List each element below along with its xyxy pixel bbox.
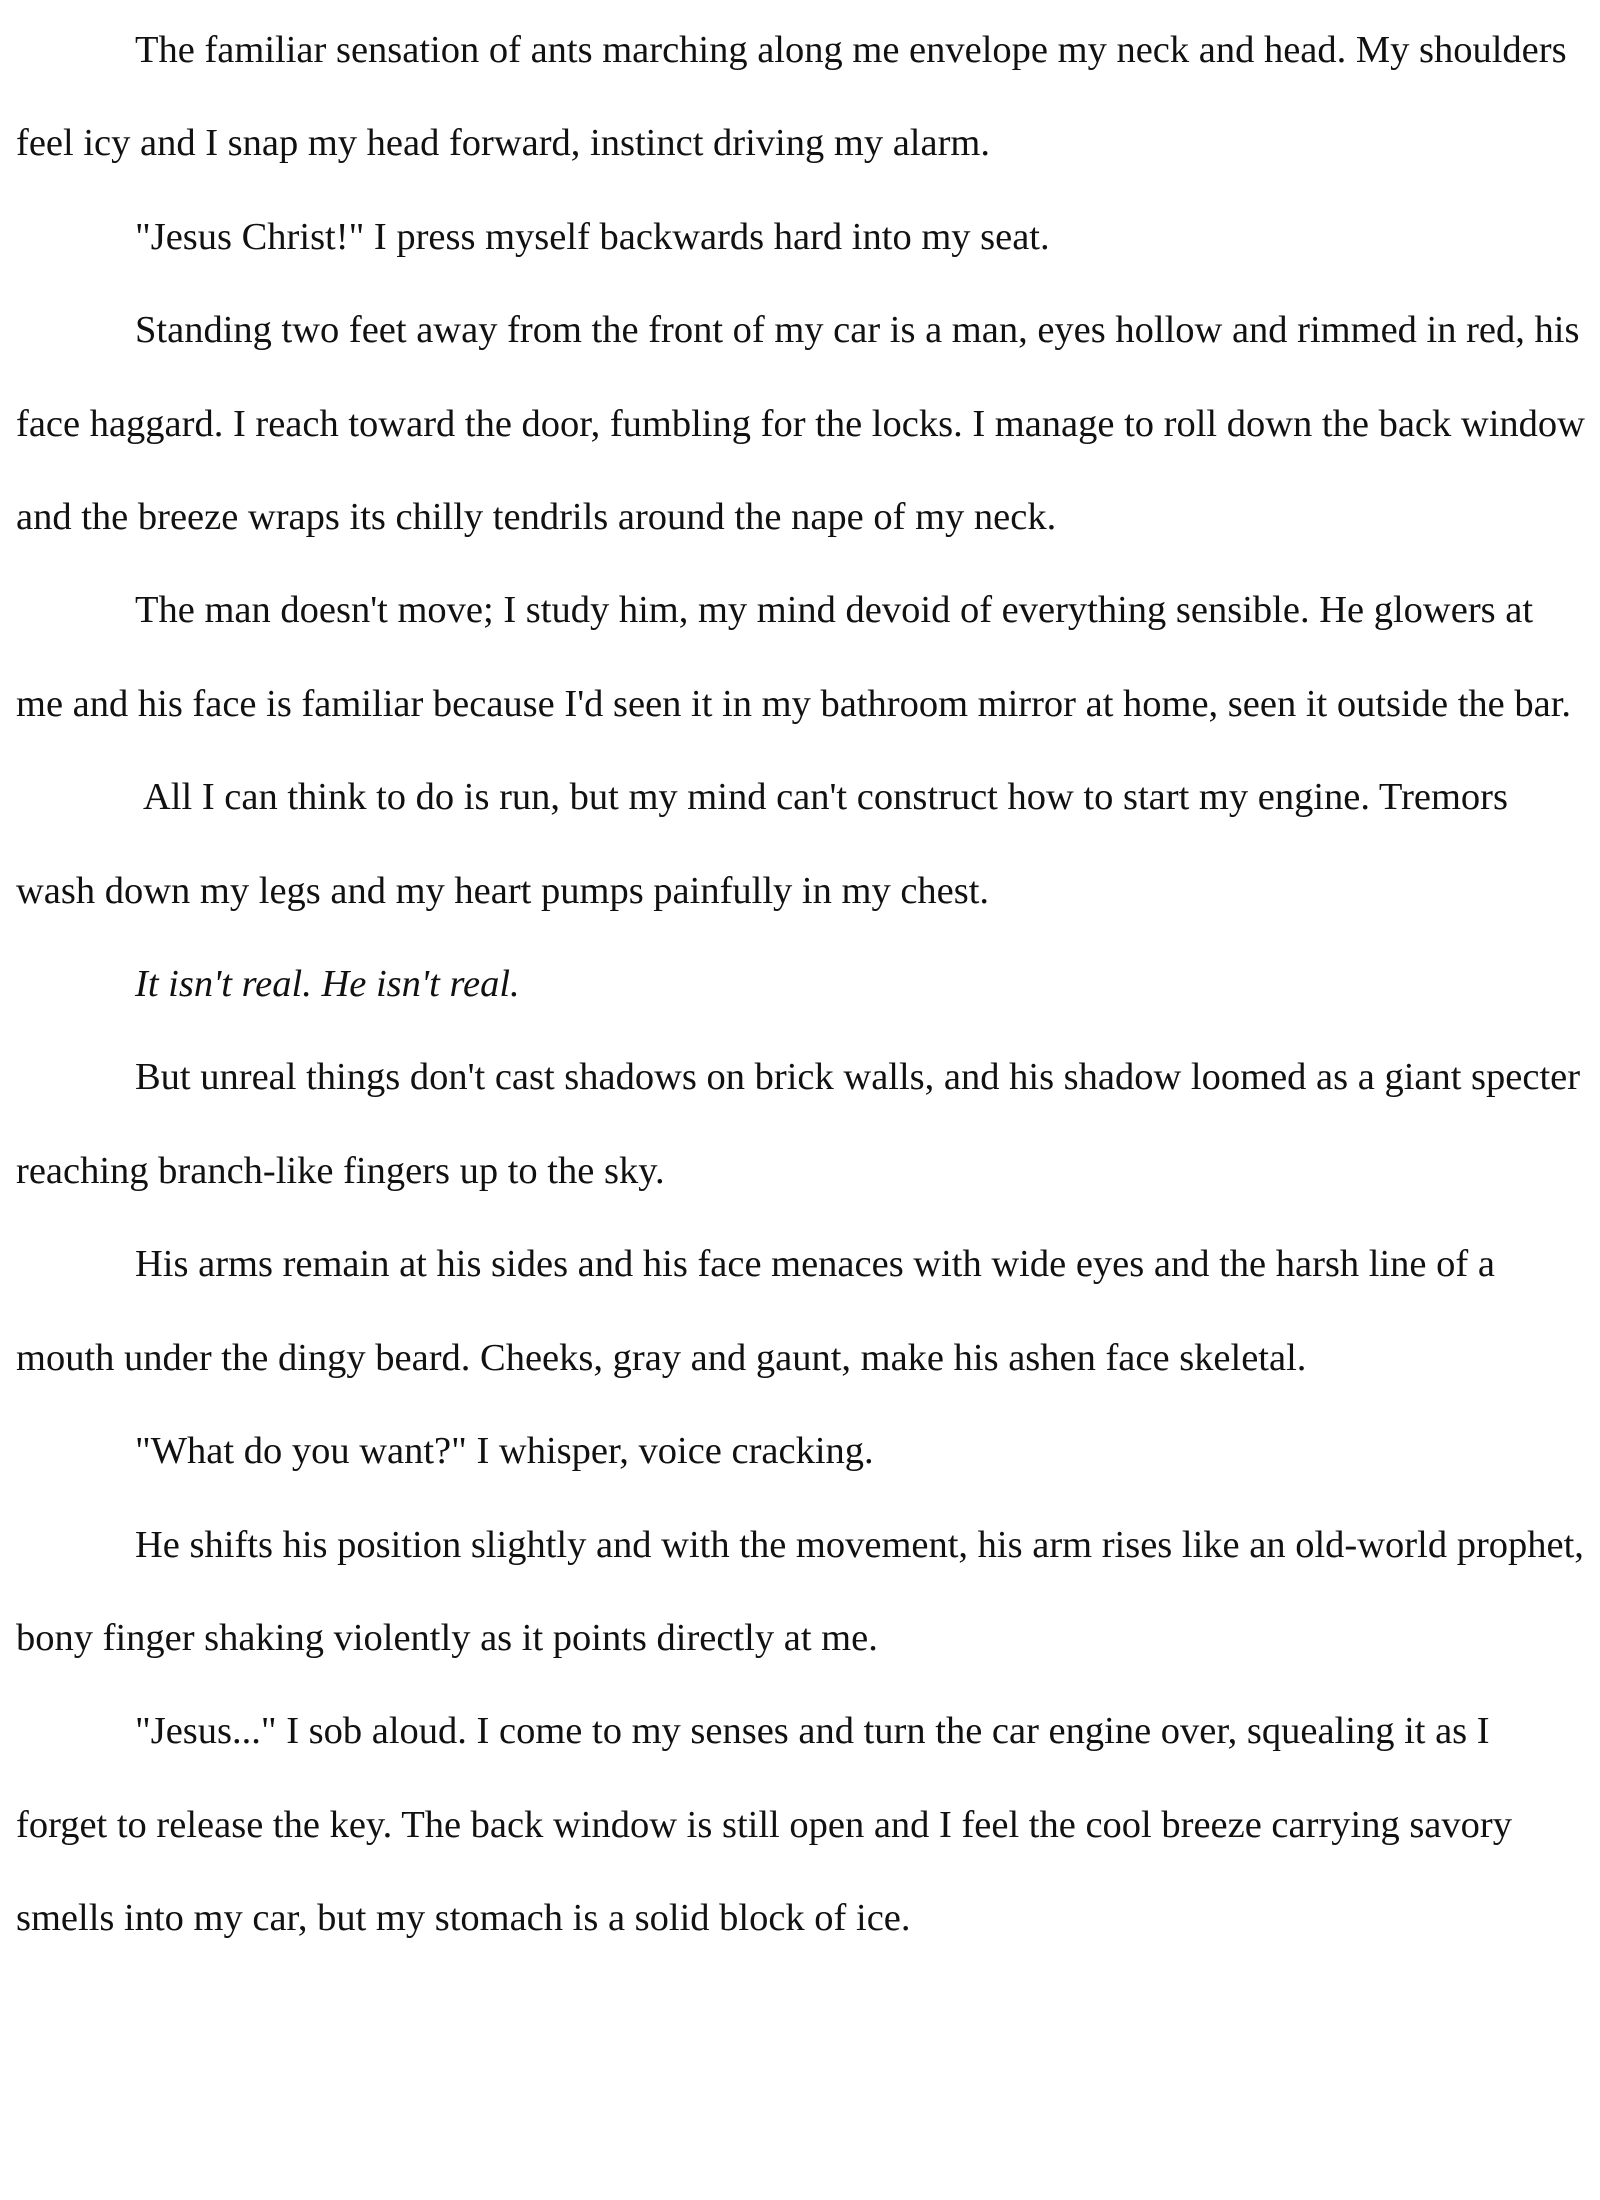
paragraph-engine: "Jesus..." I sob aloud. I come to my senses and turn the car engine over, squealing it as I forget to release the key. The back window is still open and I feel the cool breeze carrying savory smells into my car, but my stomach is a solid block of ice. <box>16 1710 1512 1940</box>
paragraph-run: All I can think to do is run, but my mind can't construct how to start my engine. Tremors wash down my legs and my heart pumps painfully in my chest. <box>16 776 1508 912</box>
paragraph-ants-sensation: The familiar sensation of ants marching along me envelope my neck and head. My shoulders feel icy and I snap my head forward, instinct driving my alarm. <box>16 29 1567 165</box>
paragraph-isnt-real: It isn't real. He isn't real. <box>135 963 520 1006</box>
paragraph-what-do-you-want: "What do you want?" I whisper, voice cracking. <box>135 1430 874 1473</box>
paragraph-standing-man: Standing two feet away from the front of my car is a man, eyes hollow and rimmed in red, his face haggard. I reach toward the door, fumbling for the locks. I manage to roll down the back window and the breeze wraps its chilly tendrils around the nape of my neck. <box>16 309 1585 539</box>
paragraph-jesus-christ: "Jesus Christ!" I press myself backwards hard into my seat. <box>135 215 1050 258</box>
paragraph-man-doesnt-move: The man doesn't move; I study him, my mind devoid of everything sensible. He glowers at me and his face is familiar because I'd seen it in my bathroom mirror at home, seen it outside the bar. <box>16 589 1572 725</box>
document-page <box>16 4 1586 1966</box>
paragraph-shadows: But unreal things don't cast shadows on brick walls, and his shadow loomed as a giant specter reaching branch-like fingers up to the sky. <box>16 1056 1581 1192</box>
paragraph-arms: His arms remain at his sides and his face menaces with wide eyes and the harsh line of a mouth under the dingy beard. Cheeks, gray and gaunt, make his ashen face skeletal. <box>16 1243 1495 1379</box>
paragraph-prophet: He shifts his position slightly and with the movement, his arm rises like an old-world prophet, bony finger shaking violently as it points directly at me. <box>16 1523 1584 1659</box>
